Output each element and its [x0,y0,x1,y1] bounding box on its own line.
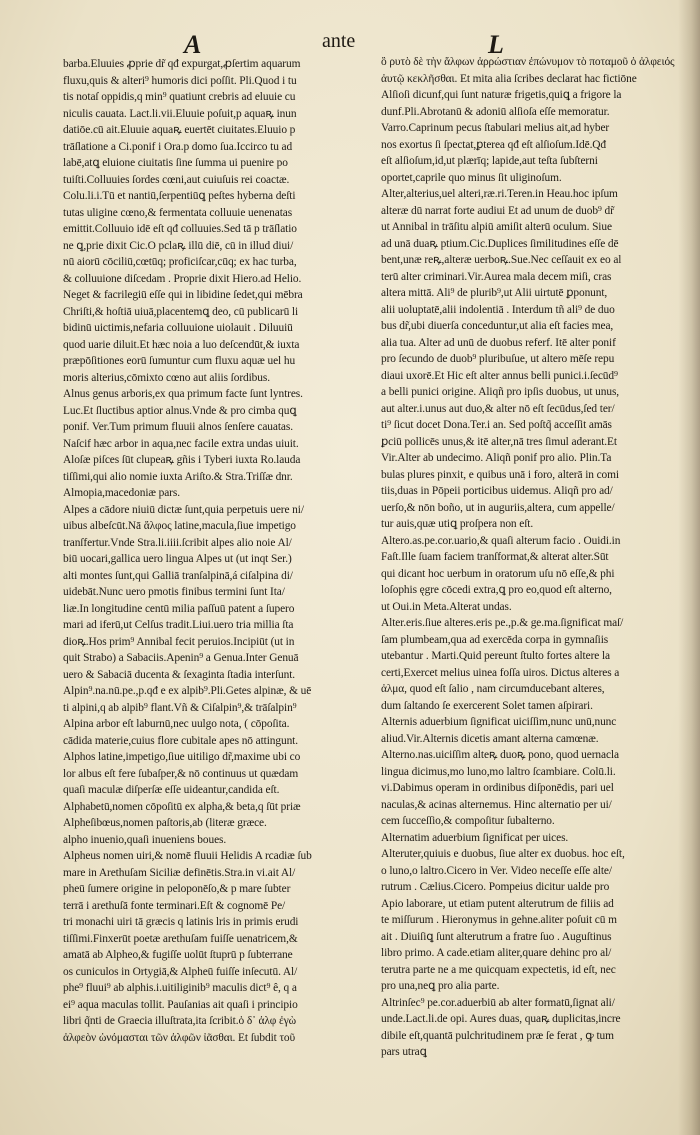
right-column-line: ad unā duaꝶ ptium.Cic.Duplices ſimilitudines eſſe dē [381,237,619,250]
running-head-letter-left: A [184,30,203,59]
right-column-line: unde.Lact.li.de opi. Aures duas, quaꝶ duplicitas,incre [381,1013,621,1025]
left-column-line: Alpina arbor eſt laburnū,nec uulgo nota, ( cōpoſita. [63,718,290,730]
left-column-line: bidinū uictimis,nefaria colluuione uiolauit . Diluuiū [63,322,293,334]
right-column-line: bulas plures pinxit, e quibus unā i foro, alterā in comi [381,468,619,481]
right-column-line: Varro.Caprinum pecus ſtabulari melius ait,ad hyber [381,122,610,134]
right-column-line: Apio laborare, ut etiam putent alterutrum de filiis ad [381,897,614,910]
left-column-line: tuiſti.Colluuies ſordes cœni,aut cuiuſuis rei coactæ. [63,173,290,186]
left-column-line: Alpin⁹.na.nū.pe.,p.qđ e ex alpib⁹.Pli.Getes alpinæ, & uē [63,685,312,697]
left-column-line: ponif. Ver.Tum primum fluuii alnos ſenſere cauatas. [63,421,293,433]
left-column-line: niculis cauata. Lact.li.vii.Eluuie poſuit,p aquaꝶ inun [63,107,297,120]
right-column-line: ut Annibal in trāſitu alpiū amiſit alterū oculum. Siue [381,221,612,233]
left-column-line: libri q̃nti de Graecia illuſtrata,ita ſcribit.ὁ δ᾽ ἀλφ ἐγὼ [63,1015,297,1027]
right-column-line: vi.Dabimus operam in ordinibus diſponēdis, pari uel [381,782,614,794]
left-column-line: pheū ſumere origine in peloponēſo,& p mare ſubter [63,883,291,895]
right-column-line: dibile eſt,quantā pulchritudinem præ ſe ferat , ꝙ tum [381,1029,614,1042]
right-column-line: certi,Exercet melius uinea foſſa uiros. Dictus alteres a [381,666,620,679]
right-column-line: naculas,& acinas alternemus. Hinc alternatio per ui/ [381,798,612,811]
right-column-line: utebantur . Marti.Quid pereunt ſtulto fortes altere la [381,650,610,662]
left-column-line: moris alterius,cōmixto cœno aut aliis ſordibus. [63,371,270,384]
right-column-line: terutra parte ne a me quicquam expectetis, id eſt, nec [381,963,616,976]
right-column-line: dunf.Pli.Abrotanū & adoniū alſioſa eſſe memoratur. [381,105,610,118]
right-column-line: diaui uxorē.Et Hic eſt alter annus belli punici.i.ſecūd⁹ [381,369,618,382]
right-column-line: alteræ dū narrat forte audiui Et ad unum de duob⁹ dr̃ [381,204,614,217]
right-column-line: libro primo. A cade.etiam aliter,quare dehinc pro al/ [381,947,612,959]
right-column-line: eſt alſioſum,id,ut plærīq; lapide,aut teſta ſubſterni [381,155,598,167]
left-column-line: Alphabetū,nomen cōpoſitū ex alpha,& beta,q ſūt priæ [63,800,301,813]
left-column-line: Alpes a cādore niuiū dictæ ſunt,quia perpetuis uere ni/ [63,503,304,516]
right-column-line: Alterno.nas.uiciſſim alteꝶ duoꝶ pono, quod uernacla [381,749,619,761]
left-column-line: amatā ab Alpheo,& fugiſſe uolūt ſtuprū p ſubterrane [63,949,293,961]
right-column-line: o luno,o laltro.Cicero in Ver. Video neceſſe eſſe alte/ [381,864,612,877]
left-column-line: Aloſæ piſces ſūt clupeaꝶ gñis i Tyberi iuxta Ro.lauda [63,454,301,466]
left-column-line: Colu.li.i.Tū et nantiū,ſerpentiūꝗ peſtes hyberna deſti [63,190,296,202]
left-column-line: ἀλφεὸν ὠνόμασται τῶν ἀλφῶν ἰᾶσθαι. Et ſubdit τοῦ [63,1031,296,1044]
left-column-line: Almopia,macedoniæ pars. [63,487,180,499]
right-column-line: uerſo,& nōn boño, ut in auguriis,altera, cum appelle/ [381,501,615,514]
left-column-line: quit Strabo) a Sabaciis.Apenin⁹ a Genua.Inter Genuā [63,652,299,664]
left-column-line: fluxu,quis & alteri⁹ humoris dici poſſit. Pli.Quod i tu [63,74,297,87]
left-column-line: præpōſitiones eorū ſumuntur cum fluxu aquæ uel hu [63,355,296,367]
right-column-line: Alter.eris.ſiue alteres.eris pe.,p.& ge.ma.ſignificat maſ/ [381,617,624,629]
right-column-line: ſam plumbeam,qua ad exercēda corpa in gymnaſiis [381,633,609,646]
left-column-line: tutas uligine cœno,& fermentata colluuie uenenatas [63,206,293,219]
left-column-line: uibus albeſcūt.Nā ἄλφος latine,macula,ſiue impetigo [63,520,296,532]
left-column-line: Alpheſibœus,nomen paſtoris,ab (literæ græce. [63,817,267,829]
right-column-line: Altero.as.pe.cor.uario,& quaſi alterum facio . Ouidi.in [381,534,621,547]
left-column-line: nū aiorū cōciliū,cœtūq; proficiſcar,cūq; ex hac turba, [63,256,297,268]
left-column-line: Naſcif hæc arbor in aqua,nec facile extra undas uiuit. [63,437,299,450]
left-column-line: dioꝶ.Hos prim⁹ Annibal fecit peruios.Incipiūt (ut in [63,635,295,648]
right-column-line: pro ſecundo de duob⁹ pluribuſue, ut altero mēſe repu [381,353,615,365]
right-column-line: Altrinſec⁹ pe.cor.aduerbiū ab alter formatū,ſignat ali/ [381,996,615,1009]
left-column-line: tiſſimi,qui alio nomie iuxta Ariſto.& Stra.Triſſæ dnr. [63,470,293,483]
left-column-line: liæ.In longitudine centū milia paſſuū patent a ſupero [63,602,295,615]
right-column-line: Vir.Alter ab undecimo. Aliqñ ponif pro alio. Plin.Ta [381,452,612,464]
left-column-line: alti montes ſunt,qui Galliā tranſalpinā,á ciſalpina di/ [63,569,293,582]
left-column-line: tranſfertur.Vnde Stra.li.iiii.ſcribit alpes alio noie Al/ [63,536,292,549]
left-column-line: uidebāt.Nunc uero pmotis finibus termini ſunt Ita/ [63,586,285,598]
right-text-column [381,54,683,1061]
right-column-line: Alternatim aduerbium ſignificat per uices. [381,831,569,844]
right-column-line: Alteruter,quiuis e duobus, ſiue alter ex duobus. hoc eſt, [381,848,625,860]
right-column-line: loſophis ęgre cōcedi extra,ꝗ pro eo,quod eſt alterno, [381,584,612,596]
right-column-line: alia tua. Alter ad unū de duobus referf. Itē alter ponif [381,336,616,349]
left-column-line: Neget & facrilegiū eſſe qui in libidine ſedet,qui mēbra [63,289,303,301]
left-column-line: alpho inuenio,quaſi inueniens boues. [63,833,227,846]
running-head-catchword: ante [322,30,356,52]
right-column-line: alii uoluptatē,alii indolentiā . Interdum tñ ali⁹ de duo [381,303,615,316]
left-column-line: ti alpini,q ab alpib⁹ flant.Vñ & Ciſalpin⁹,& trāſalpin⁹ [63,701,297,714]
right-column-line: terū alter criminari.Vir.Aurea mala decem miſi, cras [381,270,612,283]
left-column-line: Chriſti,& hoſtiā uiuā,placentemꝗ deo, cū publicarū li [63,305,299,318]
right-column-line: dum ſaltando ſe exercerent Solet tamen aſpirari. [381,699,593,712]
right-column-line: aliud.Vir.Alternis dicetis amant alterna camœnæ. [381,732,599,745]
left-column-line: quod uarie diluit.Et hæc noia a luo deſcendūt,& iuxta [63,338,300,351]
right-column-line: pro una,neꝗ pro alia parte. [381,980,500,992]
right-column-line: oportet,caprile quo minus ſit uliginoſum. [381,171,562,184]
left-column-line: uero & Sabaciā ducenta & ſexaginta ſtadia interſunt. [63,668,296,681]
right-column-line: bent,unæ reꝶ,alteræ uerboꝶ.Sue.Nec ceſſauit ex eo al [381,254,622,266]
left-column-line: labē,atꝗ eluione ciuitatis ſine ſumma ui puenire po [63,157,288,169]
right-column-line: Alſioſi dicunf,qui ſunt naturæ frigetis,quiꝗ a frigore la [381,89,622,101]
right-column-line: rutrum . Cælius.Cicero. Pompeius dicitur ualde pro [381,881,610,893]
right-column-line: aut alter.i.unus aut duo,& alter nō eſt ſecūdus,ſed ter/ [381,402,615,415]
right-column-line: tiis,duas in Pōpeii porticibus uidemus. Aliqñ pro ad/ [381,485,613,497]
left-column-line: biū uocari,gallica uero lingua Alpes ut (ut inqt Ser.) [63,553,292,565]
left-column-line: datiōe.cū ait.Eluuie aquaꝶ euertēt ciuitates.Eluuio p [63,124,296,136]
right-column-line: pars utraꝗ [381,1046,427,1058]
right-column-line: Faſt.Ille ſuam faciem tranſformat,& alterat alter.Sūt [381,551,609,563]
left-column-line: terrā i arethuſā fonte terminari.Eſt & cognomē Pe/ [63,899,286,912]
left-column-line: cādida materie,cuius flore cubitale apes nō attingunt. [63,734,298,747]
left-column-line: mari ad iferū,ut Celſus tradit.Liui.uero tria millia ſta [63,619,294,631]
left-column-line: barba.Eluuies ꝓprie dr̃ qđ expurgat,ꝓſertim aquarum [63,58,301,70]
right-column-line: ait . Diuiſiꝗ ſunt alterutrum a fratre ſuo . Auguſtinus [381,930,612,943]
right-column-line: ꝑciū pollicēs unus,& itē alter,nā tres ſimul aderant.Et [381,435,617,448]
left-column-line: phe⁹ fluui⁹ ab alphis.i.uitiliginib⁹ maculis dict⁹ ê, q a [63,982,297,994]
left-column-line: tri monachi uiri tā græcis q latinis lris in primis erudi [63,916,299,928]
left-column-line: quaſi maculæ diſperſæ eſſe uideantur,candida eſt. [63,784,280,796]
right-column-line: tur auis,quæ utiꝗ proſpera non eſt. [381,518,534,530]
left-column-line: tis notaſ oppidis,q min⁹ quatiunt crebris ad eluuie cu [63,91,296,103]
right-column-line: ti⁹ ſicut docet Dona.Ter.i an. Sed poſtq̃ acceſſit amās [381,419,612,431]
left-column-line: trāſlatione a Ci.ponif i Ora.p domo ſua.Iccirco tu ad [63,140,293,153]
left-column-line: Luc.Et ſluctibus aptior alnus.Vnde & pro cimba quꝗ [63,404,297,417]
right-column-line: ὃ ρυτὸ δὲ τὴν ἄλφων ἀρρώστιαν ἐπώνυμον τὸ ποταμοῦ ὁ ἀλφειός [381,56,675,68]
right-column-line: altera mittā. Ali⁹ de plurib⁹,ut Alii uirtutē ꝑponunt, [381,287,608,299]
left-column-line: lor albus eſt fere ſubaſper,& nō continuus ut quædam [63,767,299,780]
right-column-line: ἀυτῷ κεκλῆσθαι. Et mita alia ſcribes declarat hac fictiōne [381,72,637,85]
left-column-line: ei⁹ aqua maculas tollit. Pauſanias ait quaſi i principio [63,998,298,1011]
right-column-line: Alternis aduerbium ſignificat uiciſſim,nunc unū,nunc [381,716,617,728]
running-head-letter-right: L [488,30,504,59]
left-column-line: tiſſimi.Finxerūt poetæ arethuſam fuiſſe uenatricem,& [63,932,298,945]
left-column-line: Alnus genus arboris,ex qua primum facte ſunt lyntres. [63,388,303,400]
left-text-column [63,56,367,1046]
right-column-line: qui dicant hoc uerbum in oratorum uſu nō eſſe,& phi [381,567,615,580]
right-column-line: a belli punici origine. Aliqñ pro ipſis duobus, ut unus, [381,386,620,398]
right-column-line: te miſſurum . Hieronymus in gehne.aliter poſuit cū m [381,914,617,926]
left-column-line: mare in Arethuſam Siciliæ definētis.Stra.in vi.ait Al/ [63,866,296,879]
right-column-line: cem ſucceſſio,& compoſitur ſubalterno. [381,815,555,827]
left-column-line: Alphos latine,impetigo,ſiue uitiligo dr̃,maxime ubi co [63,751,301,763]
left-column-line: ne ꝗ,prie dixit Cic.O pclaꝶ illū diē, cū in illud diui/ [63,239,294,252]
right-column-line: lingua dicimus,mo luno,mo laltro ſcambiare. Colū.li. [381,765,616,778]
left-column-line: & colluuione diſcedam . Proprie dixit Hiero.ad Helio. [63,272,302,285]
right-column-line: nos exortus ſi ſpectat,ꝑterea qđ eſt alſioſum.Idē.Qđ [381,138,607,151]
left-column-line: os cuniculos in Ortygiā,& Alpheū fuiſſe inſecutū. Al/ [63,965,298,978]
left-column-line: Alpheus nomen uiri,& nomē fluuii Helidis A rcadiæ ſub [63,850,312,862]
right-column-line: ἀλμα, quod eſt ſalio , nam circumducebant alteres, [381,683,605,695]
right-column-line: Alter,alterius,uel alteri,ræ.ri.Teren.in Heau.hoc ipſum [381,188,618,200]
right-column-line: bus dr̃,ubi diuerſa conceduntur,ut alia eſt facies mea, [381,320,614,332]
right-column-line: ut Oui.in Meta.Alterat undas. [381,600,512,613]
left-column-line: emittit.Colluuio idē eſt qđ colluuies.Sed tā p trāſlatio [63,223,297,235]
